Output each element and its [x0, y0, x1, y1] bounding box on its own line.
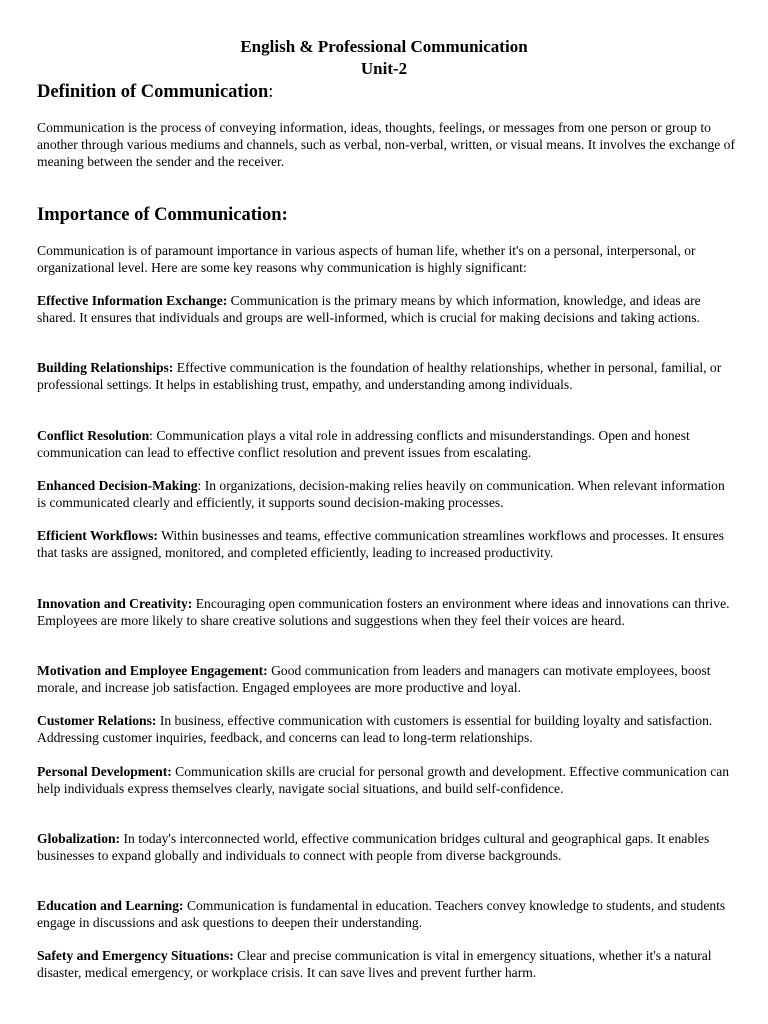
- item-term: Building Relationships:: [37, 360, 174, 375]
- item-term: Innovation and Creativity:: [37, 596, 193, 611]
- importance-item: [37, 947, 737, 981]
- importance-item: [37, 292, 737, 326]
- item-term: Efficient Workflows:: [37, 528, 158, 543]
- definition-heading-text: Definition of Communication: [37, 82, 269, 102]
- item-term: Globalization:: [37, 831, 121, 846]
- item-term: Enhanced Decision-Making: [37, 478, 198, 493]
- importance-item: [37, 427, 737, 461]
- item-term: Motivation and Employee Engagement:: [37, 663, 268, 678]
- item-text: Communication is the primary means by which information, knowledge, and ideas are shared. It ensures that individuals and groups are well-informed, which is crucial for making decisions and taking actions.: [37, 293, 701, 325]
- item-text: Effective communication is the foundation of healthy relationships, whether in personal, familial, or professional settings. It helps in establishing trust, empathy, and understanding among individuals.: [37, 360, 722, 392]
- item-text: Good communication from leaders and managers can motivate employees, boost morale, and increase job satisfaction. Engaged employees are more productive and loyal.: [37, 663, 711, 695]
- definition-heading-colon: :: [268, 82, 274, 102]
- item-term: Safety and Emergency Situations:: [37, 948, 234, 963]
- importance-item: [37, 595, 737, 629]
- definition-heading: [37, 81, 273, 103]
- item-text: Within businesses and teams, effective communication streamlines workflows and processes. It ensures that tasks are assigned, monitored, and completed efficiently, leading to increased productivity.: [37, 528, 724, 560]
- item-term: Personal Development:: [37, 764, 172, 779]
- item-text: Communication skills are crucial for personal growth and development. Effective communication can help individuals express themselves clearly, navigate social situations, and build self-confidence.: [37, 764, 730, 796]
- importance-item: [37, 527, 737, 561]
- document-title: English & Professional Communication: [240, 37, 528, 56]
- item-text: Encouraging open communication fosters an environment where ideas and innovations can thrive. Employees are more likely to share creative solutions and suggestions when they feel their voices are heard.: [37, 596, 730, 628]
- item-text: Communication is fundamental in education. Teachers convey knowledge to students, and students engage in discussions and ask questions to deepen their understanding.: [37, 898, 726, 930]
- importance-item: [37, 897, 737, 931]
- definition-paragraph: Communication is the process of conveying information, ideas, thoughts, feelings, or messages from one person or group to another through various mediums and channels, such as verbal, non-verbal, written, or visual means. It involves the exchange of meaning between the sender and the receiver.: [37, 120, 735, 169]
- item-term: Customer Relations:: [37, 713, 157, 728]
- importance-item: [37, 830, 737, 864]
- item-term: Conflict Resolution: [37, 428, 150, 443]
- document-subtitle: Unit-2: [360, 59, 408, 78]
- item-text: In business, effective communication with customers is essential for building loyalty and satisfaction. Addressing customer inquiries, feedback, and concerns can lead to long-term relationships.: [37, 713, 713, 745]
- importance-intro: Communication is of paramount importance in various aspects of human life, whether it's on a personal, interpersonal, or organizational level. Here are some key reasons why communication is highly significant:: [37, 243, 696, 275]
- importance-item: [37, 763, 737, 797]
- item-text: Clear and precise communication is vital in emergency situations, whether it's a natural disaster, medical emergency, or workplace crisis. It can save lives and prevent further harm.: [37, 948, 712, 980]
- importance-item: [37, 477, 737, 511]
- importance-item: [37, 712, 737, 746]
- item-term: Education and Learning:: [37, 898, 184, 913]
- importance-item: [37, 359, 737, 393]
- importance-item: [37, 662, 737, 696]
- item-term: Effective Information Exchange:: [37, 293, 228, 308]
- item-text: : In organizations, decision-making relies heavily on communication. When relevant information is communicated clearly and efficiently, it supports sound decision-making processes.: [37, 478, 725, 510]
- item-text: : Communication plays a vital role in addressing conflicts and misunderstandings. Open and honest communication can lead to effective conflict resolution and prevent issues from escalating.: [37, 428, 690, 460]
- item-text: In today's interconnected world, effective communication bridges cultural and geographical gaps. It enables businesses to expand globally and individuals to connect with people from diverse backgrounds.: [37, 831, 710, 863]
- importance-heading: Importance of Communication:: [37, 205, 288, 225]
